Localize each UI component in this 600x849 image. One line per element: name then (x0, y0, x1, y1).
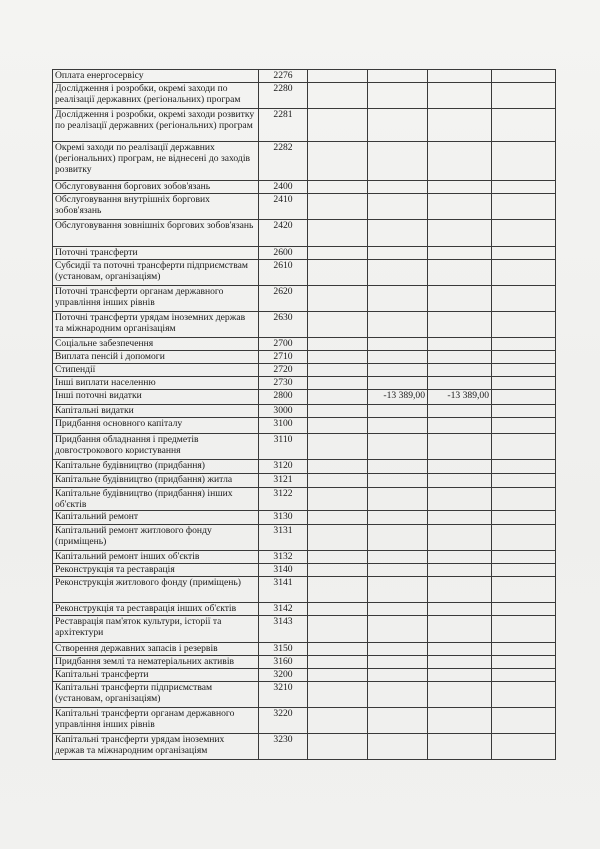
row-value-cell (492, 83, 556, 109)
row-value-cell (368, 708, 428, 734)
row-name-cell: Субсидії та поточні трансферти підприємствам (установам, організаціям) (53, 260, 259, 286)
row-code-cell: 2630 (259, 312, 308, 338)
row-value-cell (308, 656, 368, 669)
row-name-cell: Соціальне забезпечення (53, 338, 259, 351)
row-value-cell (368, 338, 428, 351)
row-value-cell (368, 142, 428, 181)
row-value-cell (308, 708, 368, 734)
row-name-cell: Реставрація пам'яток культури, історії та архітектури (53, 616, 259, 643)
row-value-cell (492, 286, 556, 312)
row-value-cell (492, 312, 556, 338)
row-value-cell (308, 181, 368, 194)
row-value-cell (428, 220, 492, 247)
row-value-cell (308, 734, 368, 760)
row-value-cell (492, 70, 556, 83)
row-value-cell (492, 260, 556, 286)
row-value-cell (492, 351, 556, 364)
row-value-cell (308, 460, 368, 474)
table-row (53, 83, 556, 109)
table-row (53, 734, 556, 760)
row-value-cell (368, 418, 428, 434)
row-name-cell: Реконструкція та реставрація (53, 564, 259, 577)
row-value-cell (428, 656, 492, 669)
row-code-cell: 2400 (259, 181, 308, 194)
table-row (53, 682, 556, 708)
table-row (53, 338, 556, 351)
row-name-cell: Реконструкція житлового фонду (приміщень) (53, 577, 259, 603)
row-value-cell (492, 488, 556, 511)
row-value-cell (428, 286, 492, 312)
row-value-cell (428, 338, 492, 351)
row-name-cell: Капітальні трансферти підприємствам (установам, організаціям) (53, 682, 259, 708)
table-row (53, 551, 556, 564)
row-value-cell (368, 247, 428, 260)
table-row (53, 434, 556, 460)
row-code-cell: 3230 (259, 734, 308, 760)
row-value-cell (308, 247, 368, 260)
row-name-cell: Оплата енергосервісу (53, 70, 259, 83)
table-row (53, 669, 556, 682)
row-value-cell (368, 616, 428, 643)
row-name-cell: Дослідження і розробки, окремі заходи по реалізації державних (регіональних) програм (53, 83, 259, 109)
row-value-cell (492, 474, 556, 488)
row-code-cell: 2600 (259, 247, 308, 260)
row-value-cell (428, 181, 492, 194)
row-name-cell: Окремі заходи по реалізації державних (регіональних) програм, не віднесені до заходів розвитку (53, 142, 259, 181)
row-code-cell: 2710 (259, 351, 308, 364)
row-value-cell (368, 682, 428, 708)
table-row (53, 418, 556, 434)
row-value-cell (368, 312, 428, 338)
row-code-cell: 3220 (259, 708, 308, 734)
row-value-cell: -13 389,00 (368, 390, 428, 405)
row-value-cell (368, 377, 428, 390)
row-code-cell: 3160 (259, 656, 308, 669)
table-row (53, 474, 556, 488)
row-value-cell (428, 109, 492, 142)
row-value-cell (428, 83, 492, 109)
row-value-cell (368, 83, 428, 109)
row-name-cell: Стипендії (53, 364, 259, 377)
row-value-cell (492, 142, 556, 181)
row-code-cell: 3100 (259, 418, 308, 434)
row-value-cell (428, 564, 492, 577)
row-value-cell (308, 286, 368, 312)
table-row (53, 286, 556, 312)
row-value-cell (428, 551, 492, 564)
row-value-cell (428, 312, 492, 338)
row-value-cell (428, 734, 492, 760)
row-code-cell: 2610 (259, 260, 308, 286)
row-code-cell: 3131 (259, 525, 308, 551)
row-code-cell: 3120 (259, 460, 308, 474)
row-name-cell: Придбання обладнання і предметів довгострокового користування (53, 434, 259, 460)
row-code-cell: 2276 (259, 70, 308, 83)
row-name-cell: Капітальний ремонт житлового фонду (приміщень) (53, 525, 259, 551)
row-code-cell: 3110 (259, 434, 308, 460)
row-value-cell (308, 474, 368, 488)
row-code-cell: 3143 (259, 616, 308, 643)
row-value-cell (368, 603, 428, 616)
row-name-cell: Інші поточні видатки (53, 390, 259, 405)
row-value-cell (428, 669, 492, 682)
row-value-cell (492, 338, 556, 351)
row-value-cell (428, 616, 492, 643)
row-value-cell (492, 643, 556, 656)
row-value-cell (492, 511, 556, 525)
row-name-cell: Дослідження і розробки, окремі заходи розвитку по реалізації державних (регіональних) програм (53, 109, 259, 142)
row-value-cell (368, 181, 428, 194)
row-value-cell (308, 603, 368, 616)
row-name-cell: Капітальний ремонт (53, 511, 259, 525)
row-value-cell (368, 70, 428, 83)
row-value-cell (308, 564, 368, 577)
row-code-cell: 3000 (259, 405, 308, 418)
row-name-cell: Реконструкція та реставрація інших об'єктів (53, 603, 259, 616)
row-value-cell (492, 247, 556, 260)
row-value-cell (428, 142, 492, 181)
row-value-cell (428, 194, 492, 220)
row-value-cell (308, 109, 368, 142)
row-value-cell (308, 260, 368, 286)
table-row (53, 564, 556, 577)
row-value-cell (492, 364, 556, 377)
row-value-cell (492, 460, 556, 474)
row-value-cell (308, 525, 368, 551)
row-value-cell (308, 390, 368, 405)
row-value-cell (492, 603, 556, 616)
row-value-cell (492, 525, 556, 551)
table-row (53, 109, 556, 142)
row-value-cell (308, 70, 368, 83)
table-row (53, 181, 556, 194)
row-value-cell (368, 474, 428, 488)
row-value-cell (308, 142, 368, 181)
row-value-cell (428, 364, 492, 377)
row-value-cell (368, 220, 428, 247)
row-code-cell: 2730 (259, 377, 308, 390)
table-row (53, 364, 556, 377)
table-row (53, 460, 556, 474)
row-code-cell: 3210 (259, 682, 308, 708)
row-value-cell (492, 616, 556, 643)
row-value-cell (428, 682, 492, 708)
row-value-cell (428, 377, 492, 390)
row-value-cell (308, 220, 368, 247)
row-value-cell (308, 643, 368, 656)
row-value-cell (368, 488, 428, 511)
row-value-cell (368, 511, 428, 525)
row-value-cell (428, 525, 492, 551)
row-code-cell: 2410 (259, 194, 308, 220)
row-name-cell: Поточні трансферти органам державного управління інших рівнів (53, 286, 259, 312)
row-value-cell (428, 247, 492, 260)
table-row (53, 142, 556, 181)
row-code-cell: 3122 (259, 488, 308, 511)
row-code-cell: 3142 (259, 603, 308, 616)
row-value-cell (428, 643, 492, 656)
table-row (53, 405, 556, 418)
budget-table-body (53, 70, 556, 760)
row-value-cell (492, 551, 556, 564)
row-value-cell (368, 260, 428, 286)
row-code-cell: 2420 (259, 220, 308, 247)
row-name-cell: Капітальні трансферти (53, 669, 259, 682)
row-value-cell (428, 405, 492, 418)
row-value-cell (308, 616, 368, 643)
table-row (53, 260, 556, 286)
row-value-cell (492, 564, 556, 577)
row-value-cell (428, 488, 492, 511)
row-name-cell: Обслуговування внутрішніх боргових зобов'язань (53, 194, 259, 220)
row-name-cell: Придбання основного капіталу (53, 418, 259, 434)
table-row (53, 390, 556, 405)
row-name-cell: Виплата пенсій і допомоги (53, 351, 259, 364)
table-row (53, 247, 556, 260)
row-value-cell (308, 83, 368, 109)
row-value-cell (492, 405, 556, 418)
table-row (53, 656, 556, 669)
row-code-cell: 2720 (259, 364, 308, 377)
row-value-cell (308, 669, 368, 682)
row-name-cell: Інші виплати населенню (53, 377, 259, 390)
table-row (53, 488, 556, 511)
row-name-cell: Обслуговування боргових зобов'язань (53, 181, 259, 194)
row-value-cell (428, 577, 492, 603)
row-value-cell (368, 734, 428, 760)
table-row (53, 577, 556, 603)
row-value-cell (368, 434, 428, 460)
row-value-cell (308, 338, 368, 351)
row-value-cell (308, 551, 368, 564)
row-value-cell (492, 390, 556, 405)
row-value-cell (492, 734, 556, 760)
row-value-cell (428, 418, 492, 434)
row-name-cell: Капітальні трансферти урядам іноземних держав та міжнародним організаціям (53, 734, 259, 760)
row-value-cell (368, 286, 428, 312)
row-value-cell (428, 708, 492, 734)
row-value-cell (368, 656, 428, 669)
row-code-cell: 2700 (259, 338, 308, 351)
row-value-cell (308, 312, 368, 338)
row-value-cell (308, 488, 368, 511)
row-value-cell (428, 603, 492, 616)
row-value-cell (368, 405, 428, 418)
table-row (53, 616, 556, 643)
row-code-cell: 3132 (259, 551, 308, 564)
row-value-cell (308, 377, 368, 390)
row-value-cell (308, 351, 368, 364)
row-value-cell (492, 656, 556, 669)
row-value-cell (428, 351, 492, 364)
row-code-cell: 2280 (259, 83, 308, 109)
row-value-cell (368, 194, 428, 220)
table-row (53, 312, 556, 338)
row-value-cell (492, 434, 556, 460)
row-code-cell: 3141 (259, 577, 308, 603)
row-code-cell: 2282 (259, 142, 308, 181)
row-value-cell: -13 389,00 (428, 390, 492, 405)
row-code-cell: 3150 (259, 643, 308, 656)
table-row (53, 643, 556, 656)
row-value-cell (308, 577, 368, 603)
row-code-cell: 3121 (259, 474, 308, 488)
row-name-cell: Капітальне будівництво (придбання) інших об'єктів (53, 488, 259, 511)
row-code-cell: 3200 (259, 669, 308, 682)
row-name-cell: Капітальні видатки (53, 405, 259, 418)
row-value-cell (308, 434, 368, 460)
row-name-cell: Капітальне будівництво (придбання) (53, 460, 259, 474)
row-name-cell: Придбання землі та нематеріальних активів (53, 656, 259, 669)
row-code-cell: 2620 (259, 286, 308, 312)
row-value-cell (368, 551, 428, 564)
row-value-cell (492, 109, 556, 142)
row-code-cell: 3130 (259, 511, 308, 525)
row-value-cell (308, 418, 368, 434)
row-value-cell (368, 525, 428, 551)
row-name-cell: Поточні трансферти урядам іноземних держав та міжнародним організаціям (53, 312, 259, 338)
row-value-cell (492, 181, 556, 194)
row-code-cell: 2800 (259, 390, 308, 405)
row-value-cell (492, 220, 556, 247)
table-row (53, 194, 556, 220)
row-value-cell (368, 577, 428, 603)
row-value-cell (368, 564, 428, 577)
row-value-cell (368, 669, 428, 682)
row-value-cell (492, 708, 556, 734)
row-value-cell (428, 70, 492, 83)
row-code-cell: 2281 (259, 109, 308, 142)
row-value-cell (308, 511, 368, 525)
row-value-cell (492, 418, 556, 434)
row-name-cell: Капітальне будівництво (придбання) житла (53, 474, 259, 488)
table-row (53, 603, 556, 616)
table-row (53, 377, 556, 390)
row-value-cell (428, 434, 492, 460)
row-value-cell (368, 351, 428, 364)
row-value-cell (308, 364, 368, 377)
table-row (53, 708, 556, 734)
table-row (53, 351, 556, 364)
row-value-cell (428, 474, 492, 488)
table-row (53, 220, 556, 247)
table-row (53, 511, 556, 525)
row-name-cell: Обслуговування зовнішніх боргових зобов'язань (53, 220, 259, 247)
row-value-cell (308, 405, 368, 418)
row-value-cell (492, 682, 556, 708)
row-name-cell: Створення державних запасів і резервів (53, 643, 259, 656)
row-value-cell (368, 109, 428, 142)
row-value-cell (428, 460, 492, 474)
row-value-cell (368, 643, 428, 656)
row-value-cell (368, 460, 428, 474)
row-value-cell (492, 669, 556, 682)
row-name-cell: Капітальні трансферти органам державного управління інших рівнів (53, 708, 259, 734)
row-code-cell: 3140 (259, 564, 308, 577)
row-value-cell (308, 194, 368, 220)
row-name-cell: Капітальний ремонт інших об'єктів (53, 551, 259, 564)
budget-table (52, 69, 556, 760)
table-row (53, 525, 556, 551)
row-value-cell (368, 364, 428, 377)
row-value-cell (308, 682, 368, 708)
row-value-cell (428, 260, 492, 286)
row-value-cell (492, 194, 556, 220)
row-value-cell (428, 511, 492, 525)
row-name-cell: Поточні трансферти (53, 247, 259, 260)
row-value-cell (492, 577, 556, 603)
row-value-cell (492, 377, 556, 390)
table-row (53, 70, 556, 83)
